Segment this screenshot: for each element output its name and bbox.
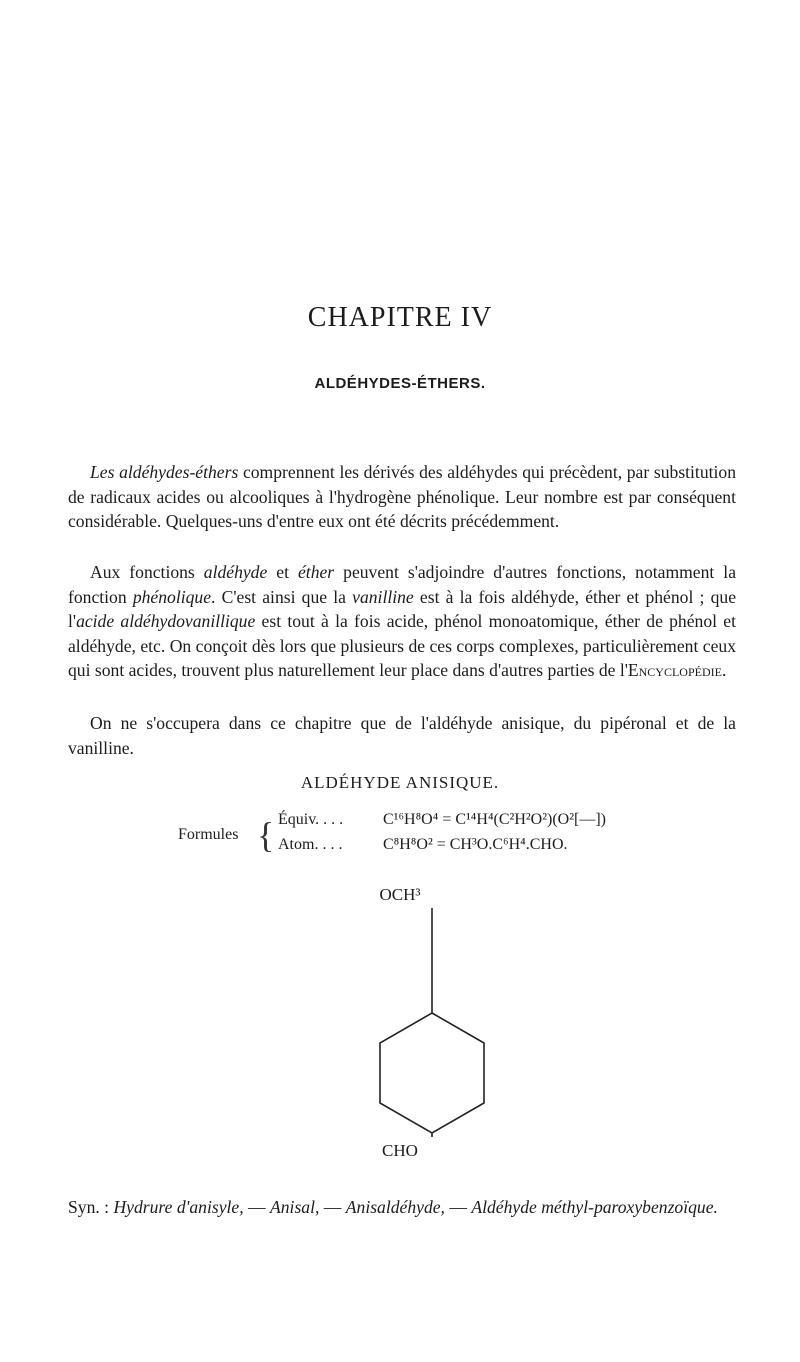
paragraph-intro-text: comprennent les dérivés des aldéhydes qui précèdent, par substitution de radicaux acides ou alcooliques à l'hydrogène phénolique. Leur nombre est par conséquent considérable. Quelques-uns d'entre eux ont été décrits précédemment. <box>68 462 736 531</box>
synonym-sep-1: — <box>243 1197 271 1217</box>
synonym-sep-2: — <box>319 1197 346 1217</box>
formula-key-equiv: Équiv. . . . <box>278 811 344 828</box>
synonym-1: Hydrure d'anisyle, <box>113 1197 244 1217</box>
p2-text-5: est à la fois aldéhyde, éther et phénol ; que l' <box>68 586 736 631</box>
p2-italic-aldehyde: aldéhyde <box>203 562 268 582</box>
p2-text-4: . C'est ainsi que la <box>211 586 353 607</box>
structure-bottom-label: CHO <box>382 1141 418 1160</box>
formula-value-atom: C⁸H⁸O² = CH³O.C⁶H⁴.CHO. <box>383 836 568 853</box>
formula-value-equiv: C¹⁶H⁸O⁴ = C¹⁴H⁴(C²H²O²)(O²[—]) <box>383 811 607 828</box>
section-title: ALDÉHYDE ANISIQUE. <box>300 773 500 792</box>
p2-text-2: et <box>267 562 298 582</box>
formula-brace: { <box>257 815 275 855</box>
synonym-4: Aldéhyde méthyl-paroxybenzoïque. <box>471 1197 718 1217</box>
paragraph-scope: On ne s'occupera dans ce chapitre que de l'aldéhyde anisique, du pipéronal et de la vanilline. <box>68 713 736 758</box>
p2-italic-acide: acide aldéhydovanillique <box>76 611 256 631</box>
synonyms-line <box>68 1195 740 1219</box>
p2-italic-phenolique: phénolique <box>132 586 212 607</box>
p2-text-6: est tout à la fois acide, phénol monoatomique, éther de phénol et aldéhyde, etc. On conçoit dès lors que plusieurs de ces corps complexes, particulièrement ceux qui sont acides, trouvent plus naturellement leur place dans d'autres parties de l' <box>68 611 736 680</box>
hexagon-ring <box>380 1013 484 1133</box>
structure-top-label: OCH³ <box>379 885 421 904</box>
chapter-subtitle: ALDÉHYDES-ÉTHERS. <box>314 375 486 392</box>
formula-key-atom: Atom. . . . <box>278 836 343 853</box>
synonym-3: Anisaldéhyde, <box>345 1197 445 1217</box>
p2-italic-vanilline: vanilline <box>352 586 414 607</box>
p2-text-1: Aux fonctions <box>90 562 204 582</box>
formula-label: Formules <box>178 826 239 843</box>
p2-text-7: . <box>721 660 727 680</box>
chapter-title: CHAPITRE IV <box>307 302 493 333</box>
p2-italic-ether: éther <box>298 562 335 582</box>
synonyms-prefix: Syn. : <box>68 1197 114 1217</box>
synonym-sep-3: — <box>444 1197 472 1217</box>
paragraph-intro-lead: Les aldéhydes-éthers <box>90 462 239 482</box>
p2-encyclopedie: Encyclopédie <box>627 660 722 680</box>
p2-text-3: peuvent s'adjoindre d'autres fonctions, notamment la fonction <box>68 562 737 607</box>
synonym-2: Anisal, <box>270 1197 320 1217</box>
